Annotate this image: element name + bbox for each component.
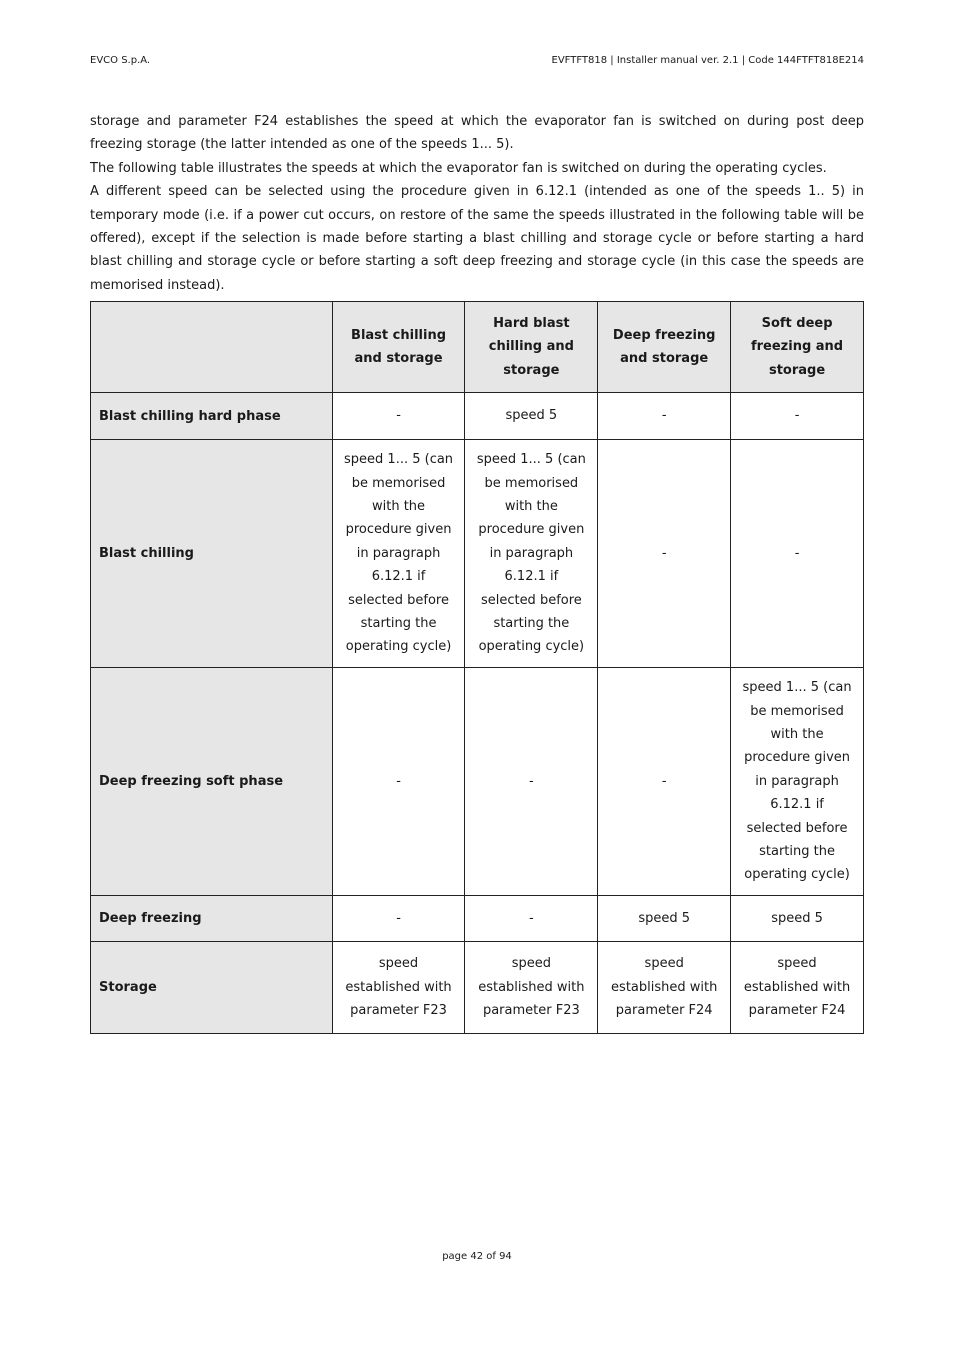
column-header: Blast chilling and storage bbox=[332, 302, 465, 393]
page-number: page 42 of 94 bbox=[442, 1251, 512, 1262]
paragraph: A different speed can be selected using the procedure given in 6.12.1 (intended as one of the speeds 1.. 5) in temporary mode (i.e. if a power cut occurs, on restore of the same the speeds illustrated in the following table will be offered), except if the selection is made before starting a blast chilling and storage cycle or before starting a hard blast chilling and storage cycle or before starting a soft deep freezing and storage cycle (in this case the speeds are memorised instead). bbox=[90, 184, 864, 293]
table-row bbox=[91, 942, 864, 1034]
table-cell: - bbox=[731, 440, 864, 668]
table-cell: speed established with parameter F23 bbox=[332, 942, 465, 1034]
fan-speed-table bbox=[90, 301, 864, 1034]
table-row bbox=[91, 440, 864, 668]
row-header: Blast chilling bbox=[91, 440, 333, 668]
table-corner-cell bbox=[91, 302, 333, 393]
table-cell: speed 1... 5 (can be memorised with the procedure given in paragraph 6.12.1 if selected before starting the operating cycle) bbox=[465, 440, 598, 668]
table-cell: speed established with parameter F24 bbox=[598, 942, 731, 1034]
table-cell: speed 1... 5 (can be memorised with the procedure given in paragraph 6.12.1 if selected before starting the operating cycle) bbox=[332, 440, 465, 668]
column-header: Hard blast chilling and storage bbox=[465, 302, 598, 393]
table-cell: - bbox=[465, 668, 598, 896]
table-cell: speed 5 bbox=[465, 393, 598, 440]
table-row bbox=[91, 393, 864, 440]
table-cell: speed established with parameter F24 bbox=[731, 942, 864, 1034]
table-cell: - bbox=[731, 393, 864, 440]
column-header: Soft deep freezing and storage bbox=[731, 302, 864, 393]
table-cell: - bbox=[332, 393, 465, 440]
table-row bbox=[91, 896, 864, 942]
row-header: Deep freezing soft phase bbox=[91, 668, 333, 896]
table-cell: - bbox=[598, 668, 731, 896]
header-document-info: EVFTFT818 | Installer manual ver. 2.1 | Code 144FTFT818E214 bbox=[551, 55, 864, 66]
table-cell: speed established with parameter F23 bbox=[465, 942, 598, 1034]
table-cell: speed 1... 5 (can be memorised with the procedure given in paragraph 6.12.1 if selected before starting the operating cycle) bbox=[731, 668, 864, 896]
row-header: Deep freezing bbox=[91, 896, 333, 942]
paragraph: storage and parameter F24 establishes the speed at which the evaporator fan is switched on during post deep freezing storage (the latter intended as one of the speeds 1... 5). bbox=[90, 114, 864, 153]
table-cell: speed 5 bbox=[598, 896, 731, 942]
row-header: Blast chilling hard phase bbox=[91, 393, 333, 440]
table-cell: - bbox=[332, 896, 465, 942]
table-cell: speed 5 bbox=[731, 896, 864, 942]
column-header: Deep freezing and storage bbox=[598, 302, 731, 393]
row-header: Storage bbox=[91, 942, 333, 1034]
table-cell: - bbox=[598, 440, 731, 668]
body-text bbox=[90, 110, 864, 297]
paragraph: The following table illustrates the speeds at which the evaporator fan is switched on during the operating cycles. bbox=[90, 160, 827, 176]
table-cell: - bbox=[465, 896, 598, 942]
header-company: EVCO S.p.A. bbox=[90, 55, 151, 66]
table-header-row bbox=[91, 302, 864, 393]
table-cell: - bbox=[598, 393, 731, 440]
table-row bbox=[91, 668, 864, 896]
table-cell: - bbox=[332, 668, 465, 896]
